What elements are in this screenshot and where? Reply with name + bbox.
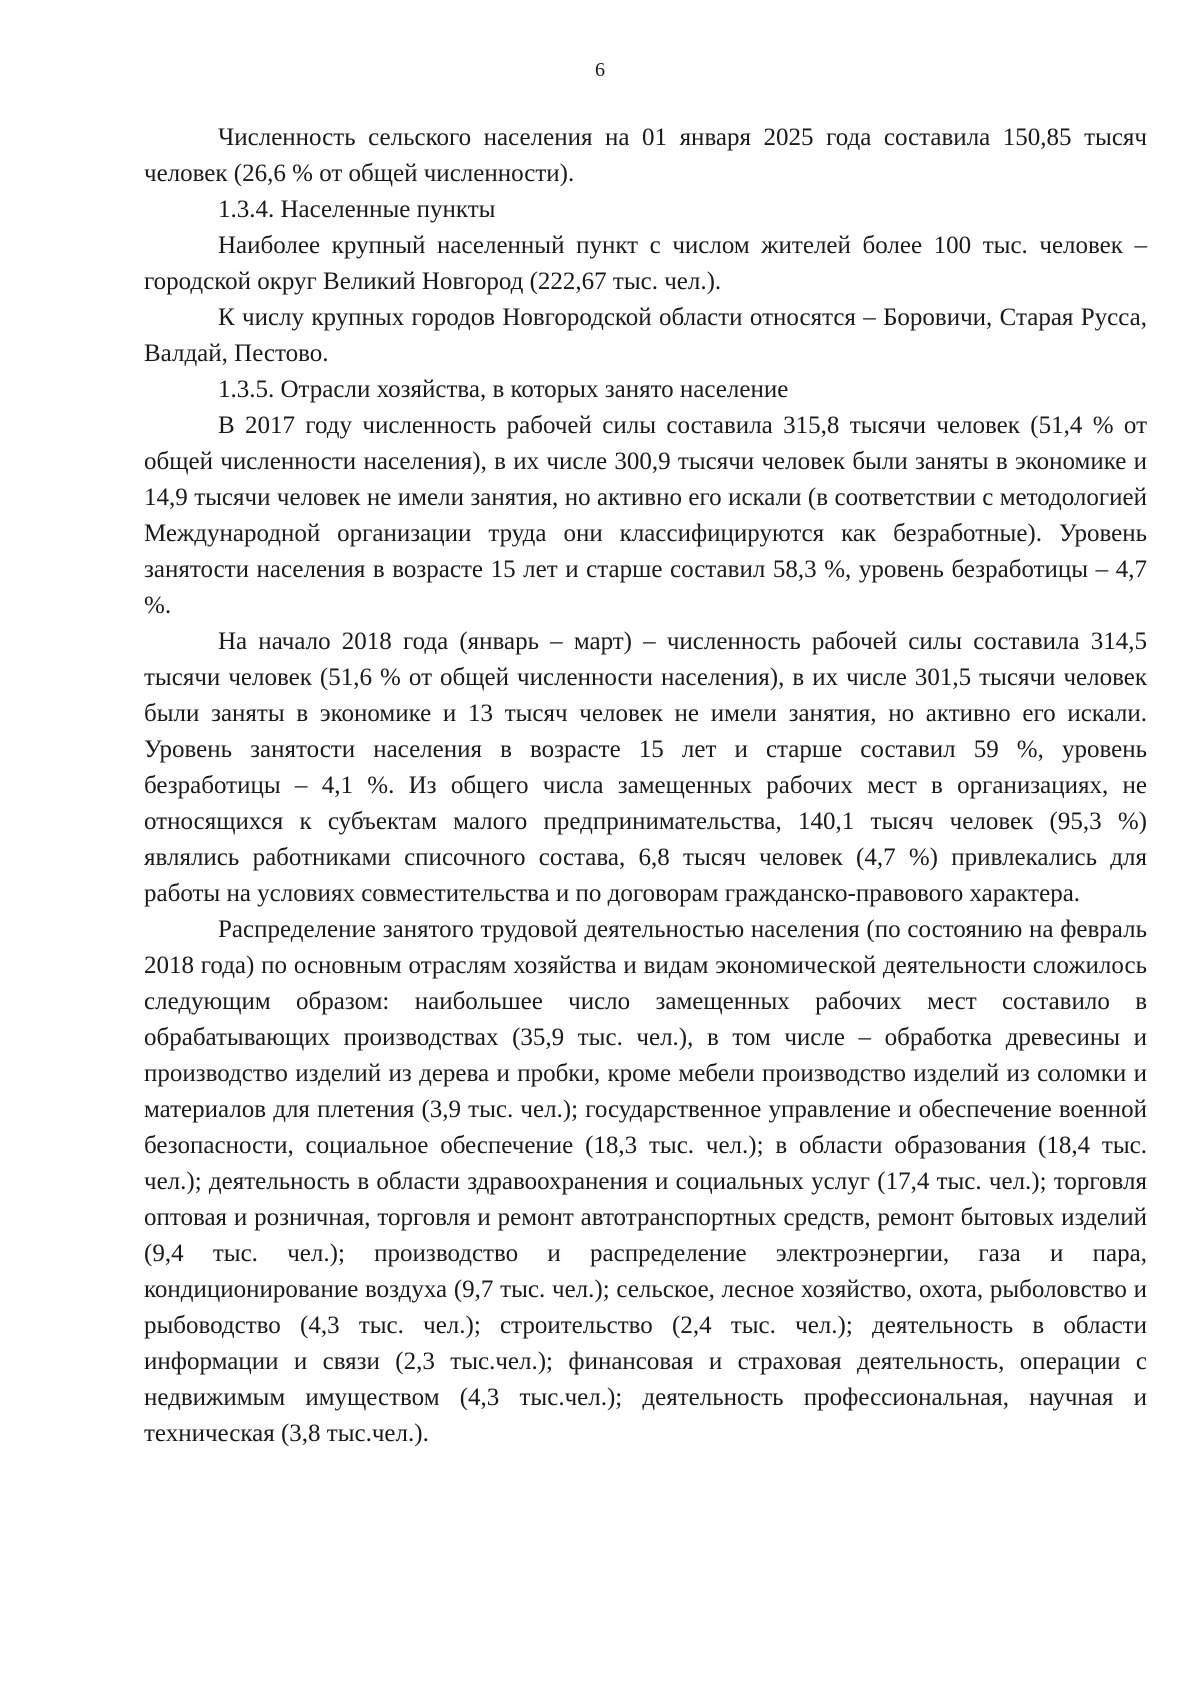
paragraph-employment-distribution: Распределение занятого трудовой деятельностью населения (по состоянию на февраль 2018 года) по основным отраслям хозяйства и видам экономической деятельности сложилось следующим образом: наибольшее число замещенных рабочих мест составило в обрабатывающих производствах (35,9 тыс. чел.), в том числе – обработка древесины и производство изделий из дерева и пробки, кроме мебели производство изделий из соломки и материалов для плетения (3,9 тыс. чел.); государственное управление и обеспечение военной безопасности, социальное обеспечение (18,3 тыс. чел.); в области образования (18,4 тыс. чел.); деятельность в области здравоохранения и социальных услуг (17,4 тыс. чел.); торговля оптовая и розничная, торговля и ремонт автотранспортных средств, ремонт бытовых изделий (9,4 тыс. чел.); производство и распределение электроэнергии, газа и пара, кондиционирование воздуха (9,7 тыс. чел.); сельское, лесное хозяйство, охота, рыболовство и рыбоводство (4,3 тыс. чел.); строительство (2,4 тыс. чел.); деятельность в области информации и связи (2,3 тыс.чел.); финансовая и страховая деятельность, операции с недвижимым имуществом (4,3 тыс.чел.); деятельность профессиональная, научная и техническая (3,8 тыс.чел.). xyxy=(144,916,1147,1447)
page-number: 6 xyxy=(595,59,605,81)
section-heading-industries: 1.3.5. Отрасли хозяйства, в которых занято население xyxy=(218,376,789,403)
paragraph-largest-settlement: Наиболее крупный населенный пункт с числом жителей более 100 тыс. человек – городской округ Великий Новгород (222,67 тыс. чел.). xyxy=(144,232,1147,295)
document-body xyxy=(144,120,1147,1452)
paragraph-labor-force-2017: В 2017 году численность рабочей силы составила 315,8 тысячи человек (51,4 % от общей численности населения), в их числе 300,9 тысячи человек были заняты в экономике и 14,9 тысячи человек не имели занятия, но активно его искали (в соответствии с методологией Международной организации труда они классифицируются как безработные). Уровень занятости населения в возрасте 15 лет и старше составил 58,3 %, уровень безработицы – 4,7 %. xyxy=(144,412,1147,619)
paragraph-rural-population: Численность сельского населения на 01 января 2025 года составила 150,85 тысяч человек (26,6 % от общей численности). xyxy=(144,124,1147,187)
paragraph-large-cities: К числу крупных городов Новгородской области относятся – Боровичи, Старая Русса, Валдай, Пестово. xyxy=(144,304,1147,367)
section-heading-settlements: 1.3.4. Населенные пункты xyxy=(218,196,496,223)
paragraph-labor-force-2018: На начало 2018 года (январь – март) – численность рабочей силы составила 314,5 тысячи человек (51,6 % от общей численности населения), в их числе 301,5 тысячи человек были заняты в экономике и 13 тысяч человек не имели занятия, но активно его искали. Уровень занятости населения в возрасте 15 лет и старше составил 59 %, уровень безработицы – 4,1 %. Из общего числа замещенных рабочих мест в организациях, не относящихся к субъектам малого предпринимательства, 140,1 тысяч человек (95,3 %) являлись работниками списочного состава, 6,8 тысяч человек (4,7 %) привлекались для работы на условиях совместительства и по договорам гражданско-правового характера. xyxy=(144,628,1147,907)
